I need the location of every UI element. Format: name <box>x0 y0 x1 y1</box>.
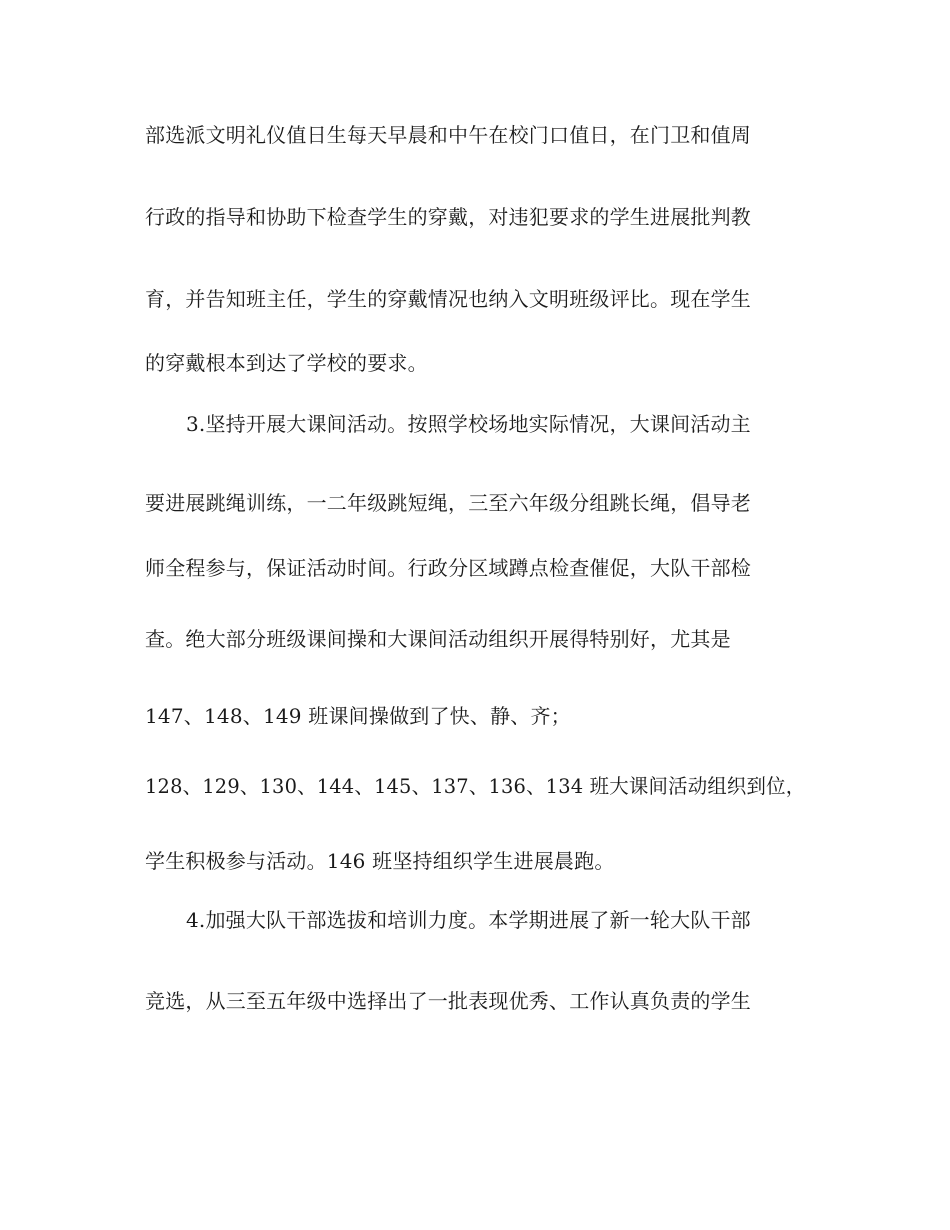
body-line-11: 学生积极参与活动。146 班坚持组织学生进展晨跑。 <box>145 849 615 873</box>
paragraph-4-first-line: 4.加强大队干部选拔和培训力度。本学期进展了新一轮大队干部 <box>186 908 751 932</box>
body-line-9: 147、148、149 班课间操做到了快、静、齐； <box>145 704 571 728</box>
body-line-10: 128、129、130、144、145、137、136、134 班大课间活动组织到位， <box>145 774 806 798</box>
body-line-8: 查。绝大部分班级课间操和大课间活动组织开展得特别好，尤其是 <box>145 627 731 651</box>
body-line-4: 的穿戴根本到达了学校的要求。 <box>145 351 428 375</box>
body-line-3: 育，并告知班主任，学生的穿戴情况也纳入文明班级评比。现在学生 <box>145 287 751 311</box>
body-line-1: 部选派文明礼仪值日生每天早晨和中午在校门口值日，在门卫和值周 <box>145 123 751 147</box>
body-line-2: 行政的指导和协助下检查学生的穿戴，对违犯要求的学生进展批判教 <box>145 205 751 229</box>
paragraph-3-first-line: 3.坚持开展大课间活动。按照学校场地实际情况，大课间活动主 <box>186 412 751 436</box>
body-line-7: 师全程参与，保证活动时间。行政分区域蹲点检查催促，大队干部检 <box>145 556 751 580</box>
body-line-13: 竞选，从三至五年级中选择出了一批表现优秀、工作认真负责的学生 <box>145 989 751 1013</box>
body-line-6: 要进展跳绳训练，一二年级跳短绳，三至六年级分组跳长绳，倡导老 <box>145 491 751 515</box>
